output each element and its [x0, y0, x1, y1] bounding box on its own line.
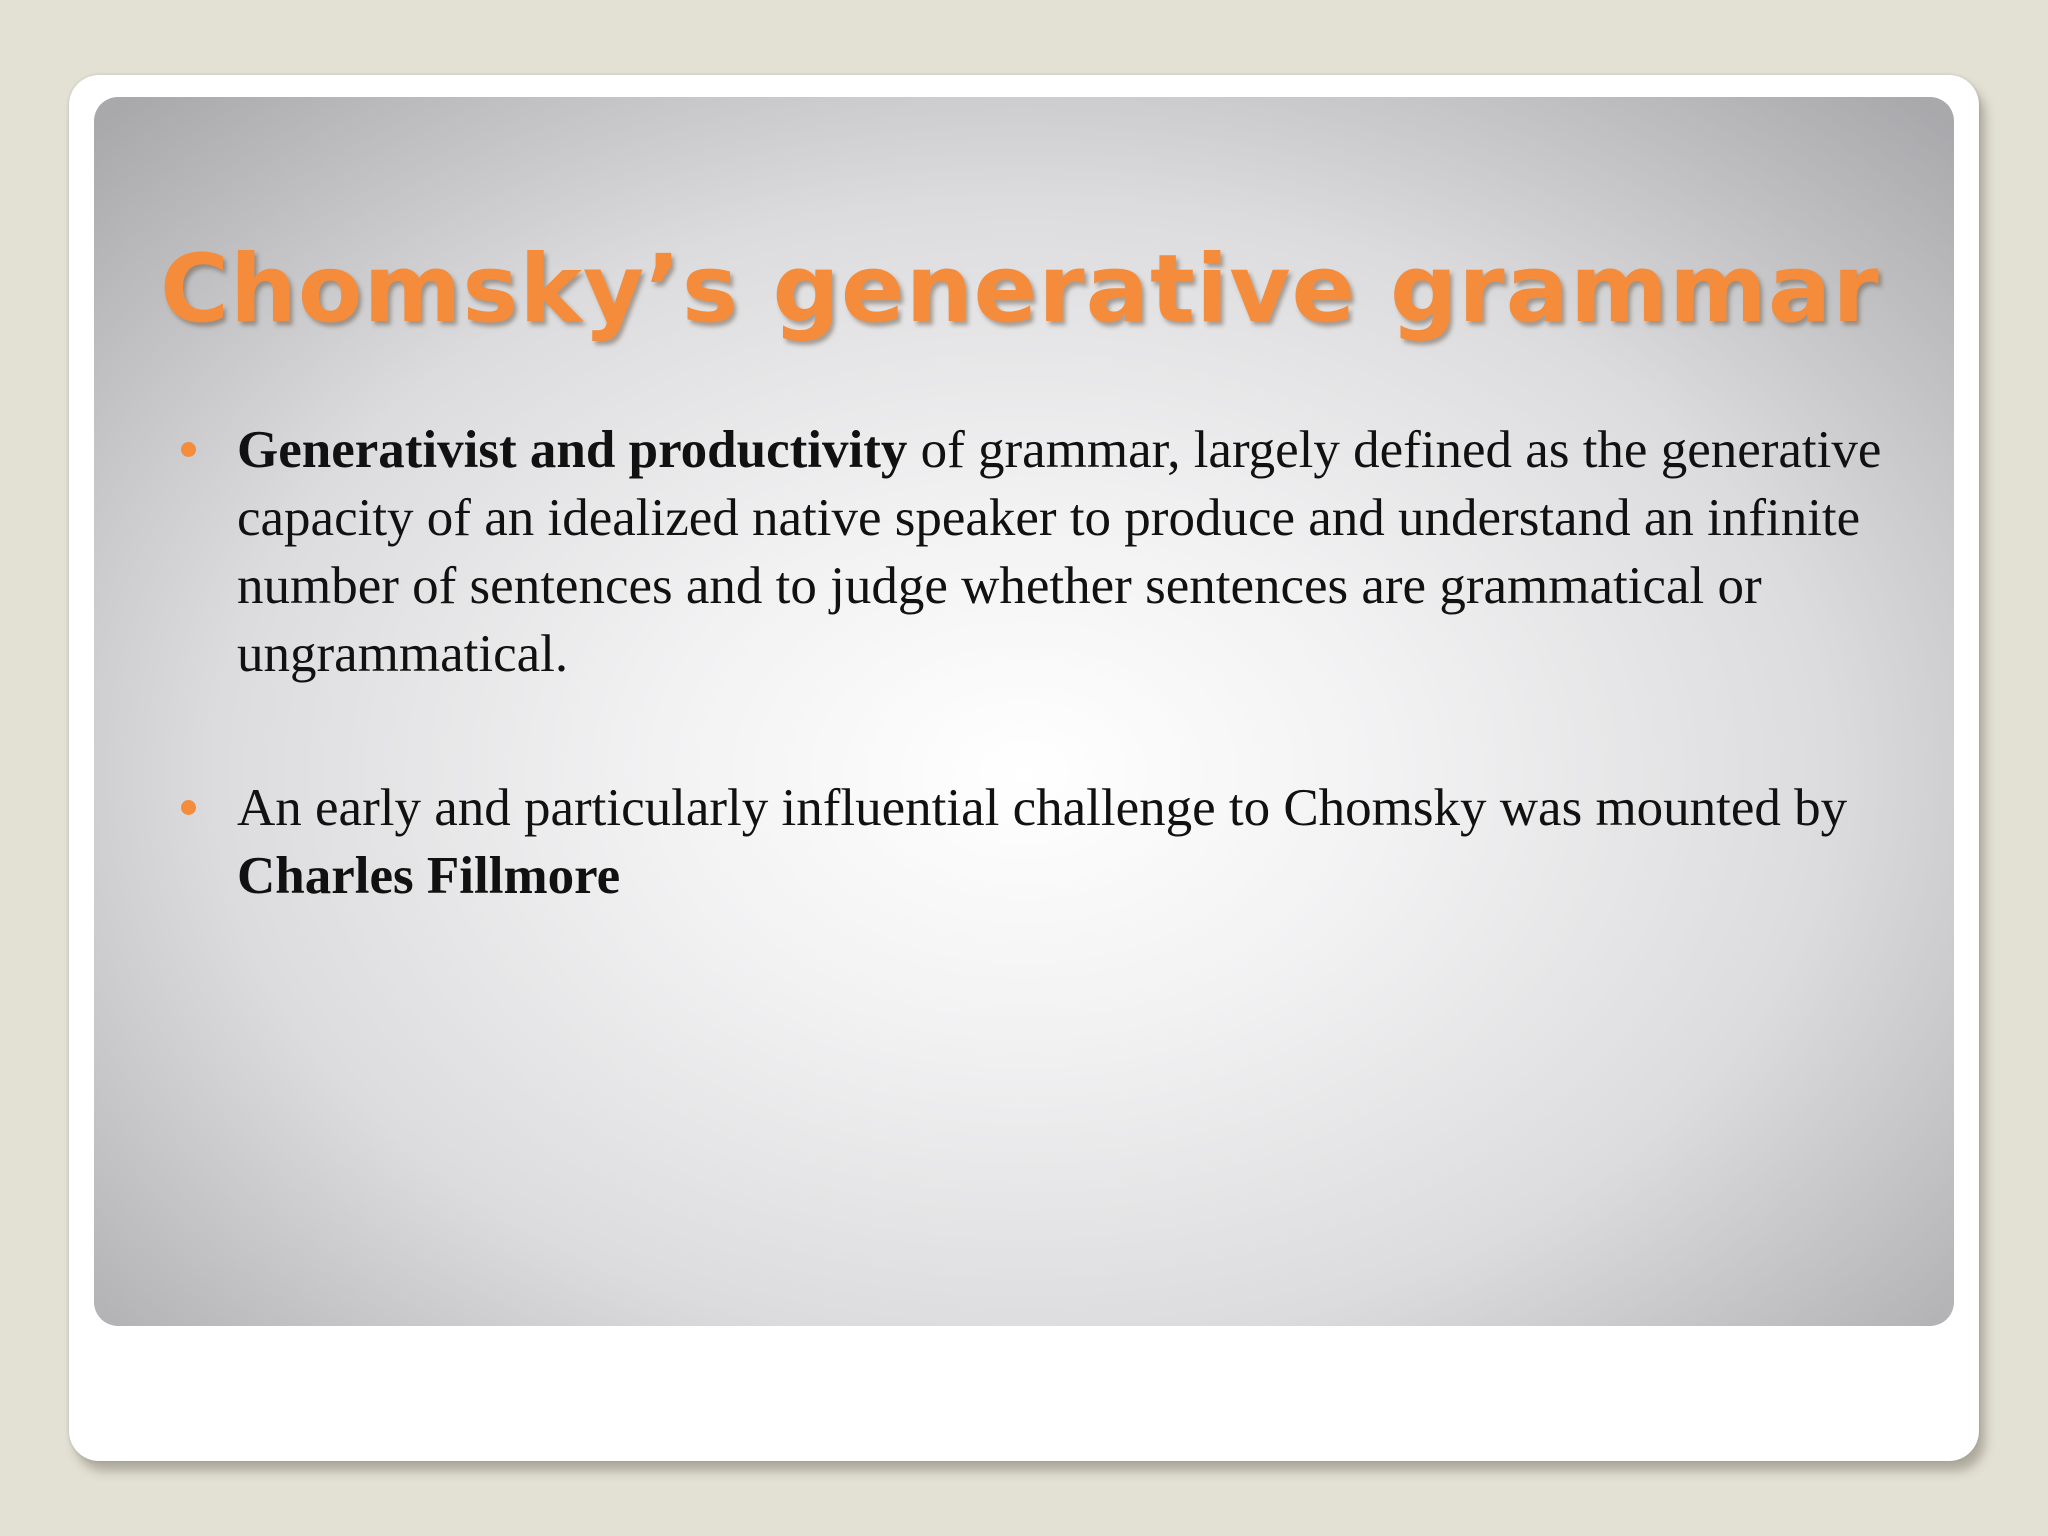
- bullet-dot-icon: [181, 800, 196, 815]
- bullet-text: An early and particularly influential challenge to Chomsky was mounted by: [237, 779, 1848, 837]
- slide-title: Chomsky’s generative grammar: [160, 235, 1880, 344]
- bullet-item-fillmore: [237, 774, 1957, 910]
- bullet-dot-icon: [181, 442, 196, 457]
- bullet-text: of grammar, largely defined as the generative capacity of an idealized native speaker to produce and understand an infinite number of sentences and to judge whether sentences are grammatical or ungrammatical.: [237, 421, 1882, 683]
- bullet-bold-text: Charles Fillmore: [237, 847, 621, 905]
- bullet-list: [237, 416, 1957, 996]
- bullet-bold-text: Generativist and productivity: [237, 421, 908, 479]
- bullet-item-generativist: [237, 416, 1957, 688]
